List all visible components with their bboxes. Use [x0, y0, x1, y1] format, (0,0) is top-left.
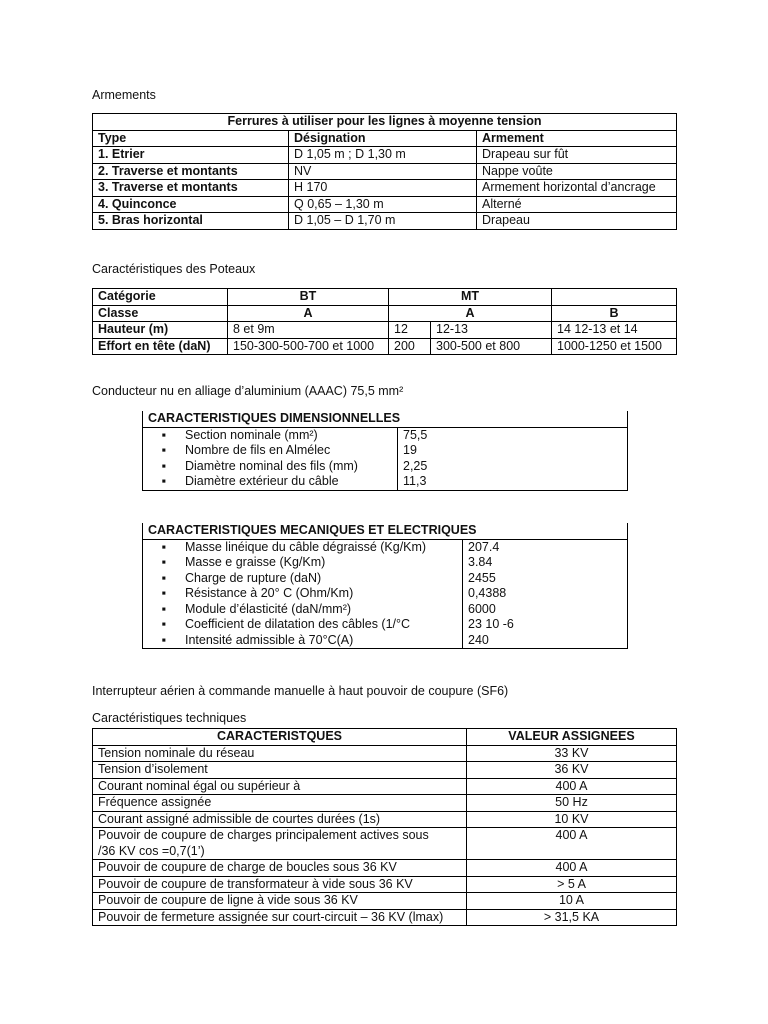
cell-type: 3. Traverse et montants — [93, 180, 289, 197]
dim-value: 75,5 — [398, 427, 628, 443]
cell-armement: Nappe voûte — [477, 163, 677, 180]
list-item — [143, 633, 628, 649]
dim-label: Nombre de fils en Almélec — [185, 443, 331, 457]
table-row — [93, 876, 677, 893]
cell-type: 1. Etrier — [93, 147, 289, 164]
bullet-icon: ▪ — [161, 443, 167, 457]
meca-value: 240 — [463, 633, 628, 649]
cell-armement: Armement horizontal d’ancrage — [477, 180, 677, 197]
dim-table — [142, 411, 628, 491]
meca-label: Module d’élasticité (daN/mm²) — [185, 601, 352, 616]
hauteur-label: Hauteur (m) — [93, 322, 228, 339]
heading-interrupteur: Interrupteur aérien à commande manuelle à haut pouvoir de coupure (SF6) — [92, 684, 509, 698]
tech-value: 400 A — [467, 778, 677, 795]
table-row — [93, 828, 677, 844]
dim-value: 2,25 — [398, 459, 628, 475]
classe-mt-a: A — [389, 305, 552, 322]
tech-value: 10 KV — [467, 811, 677, 828]
meca-value: 6000 — [463, 602, 628, 618]
tech-label: Pouvoir de coupure de charge de boucles sous 36 KV — [93, 860, 467, 877]
meca-value: 3.84 — [463, 555, 628, 571]
dim-label: Diamètre extérieur du câble — [185, 474, 339, 488]
tech-value — [467, 844, 677, 860]
header-designation: Désignation — [289, 130, 477, 147]
meca-label: Résistance à 20° C (Ohm/Km) — [185, 586, 354, 600]
header-valeur: VALEUR ASSIGNEES — [467, 729, 677, 746]
table-row — [93, 196, 677, 213]
cell-armement: Drapeau sur fût — [477, 147, 677, 164]
heading-techniques: Caractéristiques techniques — [92, 711, 247, 725]
list-item — [143, 571, 628, 587]
cell-designation: D 1,05 – D 1,70 m — [289, 213, 477, 230]
effort-b: 1000-1250 et 1500 — [552, 338, 677, 355]
tech-label: Pouvoir de coupure de ligne à vide sous 36 KV — [93, 893, 467, 910]
table-row — [93, 745, 677, 762]
header-armement: Armement — [477, 130, 677, 147]
bullet-icon: ▪ — [161, 539, 167, 554]
header-type: Type — [93, 130, 289, 147]
table-row — [93, 213, 677, 230]
meca-label: Masse linéique du câble dégraissé (Kg/Km) — [185, 539, 427, 554]
dim-value: 11,3 — [398, 474, 628, 490]
classe-label: Classe — [93, 305, 228, 322]
table-row — [93, 163, 677, 180]
meca-label: Masse e graisse (Kg/Km) — [185, 555, 326, 569]
cell-type: 4. Quinconce — [93, 196, 289, 213]
hauteur-b: 14 12-13 et 14 — [552, 322, 677, 339]
bullet-icon: ▪ — [161, 586, 167, 600]
effort-mt1: 200 — [389, 338, 431, 355]
cell-designation: NV — [289, 163, 477, 180]
cell-designation: D 1,05 m ; D 1,30 m — [289, 147, 477, 164]
list-item — [143, 427, 628, 443]
meca-value: 207.4 — [463, 539, 628, 555]
list-item — [143, 474, 628, 490]
list-item — [143, 443, 628, 459]
dim-title: CARACTERISTIQUES DIMENSIONNELLES — [143, 411, 628, 427]
bullet-icon: ▪ — [161, 474, 167, 488]
cell-type: 2. Traverse et montants — [93, 163, 289, 180]
meca-value: 2455 — [463, 571, 628, 587]
tech-value: 10 A — [467, 893, 677, 910]
heading-armements: Armements — [92, 88, 156, 102]
meca-label: Charge de rupture (daN) — [185, 570, 322, 585]
tech-value: 36 KV — [467, 762, 677, 779]
table-row — [93, 811, 677, 828]
poteaux-table — [92, 288, 677, 355]
bullet-icon: ▪ — [161, 617, 167, 631]
tech-label: Courant nominal égal ou supérieur à — [93, 778, 467, 795]
classe-mt-b: B — [552, 305, 677, 322]
tech-label: Pouvoir de coupure de transformateur à vide sous 36 KV — [93, 876, 467, 893]
ferrures-title: Ferrures à utiliser pour les lignes à moyenne tension — [93, 114, 677, 131]
tech-label: Pouvoir de coupure de charges principalement actives sous — [93, 828, 467, 844]
cat-bt: BT — [228, 289, 389, 306]
list-item — [143, 539, 628, 555]
heading-poteaux: Caractéristiques des Poteaux — [92, 262, 256, 276]
table-row — [93, 180, 677, 197]
tech-value: > 5 A — [467, 876, 677, 893]
list-item — [143, 555, 628, 571]
table-row — [93, 844, 677, 860]
tech-value: > 31,5 KA — [467, 909, 677, 926]
tech-value: 50 Hz — [467, 795, 677, 812]
list-item — [143, 602, 628, 618]
hauteur-bt: 8 et 9m — [228, 322, 389, 339]
meca-value: 0,4388 — [463, 586, 628, 602]
tech-label: Pouvoir de fermeture assignée sur court-circuit – 36 KV (lmax) — [93, 909, 467, 926]
cell-armement: Alterné — [477, 196, 677, 213]
table-row — [93, 795, 677, 812]
dim-value: 19 — [398, 443, 628, 459]
list-item — [143, 459, 628, 475]
cat-label: Catégorie — [93, 289, 228, 306]
effort-label: Effort en tête (daN) — [93, 338, 228, 355]
dim-label: Section nominale (mm²) — [185, 427, 318, 442]
meca-value: 23 10 -6 — [463, 617, 628, 633]
tech-value: 33 KV — [467, 745, 677, 762]
table-row — [93, 860, 677, 877]
tech-table — [92, 728, 677, 926]
heading-conducteur: Conducteur nu en alliage d’aluminium (AAAC) 75,5 mm² — [92, 384, 404, 398]
cell-designation: Q 0,65 – 1,30 m — [289, 196, 477, 213]
bullet-icon: ▪ — [161, 570, 167, 585]
table-row — [93, 762, 677, 779]
bullet-icon: ▪ — [161, 632, 167, 647]
meca-title: CARACTERISTIQUES MECANIQUES ET ELECTRIQUES — [143, 523, 628, 539]
bullet-icon: ▪ — [161, 601, 167, 616]
header-caracteristiques: CARACTERISTQUES — [93, 729, 467, 746]
bullet-icon: ▪ — [161, 555, 167, 569]
cell-type: 5. Bras horizontal — [93, 213, 289, 230]
table-row — [93, 893, 677, 910]
tech-value: 400 A — [467, 860, 677, 877]
bullet-icon: ▪ — [161, 458, 167, 473]
tech-label: Tension d’isolement — [93, 762, 467, 779]
tech-value: 400 A — [467, 828, 677, 844]
tech-label: Fréquence assignée — [93, 795, 467, 812]
list-item — [143, 617, 628, 633]
meca-label: Coefficient de dilatation des câbles (1/°C — [185, 617, 411, 631]
tech-label: Courant assigné admissible de courtes durées (1s) — [93, 811, 467, 828]
table-row — [93, 147, 677, 164]
cat-mt: MT — [389, 289, 552, 306]
list-item — [143, 586, 628, 602]
meca-label: Intensité admissible à 70°C(A) — [185, 632, 354, 647]
hauteur-mt2: 12-13 — [431, 322, 552, 339]
hauteur-mt1: 12 — [389, 322, 431, 339]
effort-mt2: 300-500 et 800 — [431, 338, 552, 355]
table-row — [93, 909, 677, 926]
dim-label: Diamètre nominal des fils (mm) — [185, 458, 358, 473]
tech-label: Tension nominale du réseau — [93, 745, 467, 762]
bullet-icon: ▪ — [161, 427, 167, 442]
ferrures-table — [92, 113, 677, 230]
cat-empty — [552, 289, 677, 306]
classe-bt: A — [228, 305, 389, 322]
cell-designation: H 170 — [289, 180, 477, 197]
effort-bt: 150-300-500-700 et 1000 — [228, 338, 389, 355]
tech-label: /36 KV cos =0,7(1’) — [93, 844, 467, 860]
meca-table — [142, 523, 628, 649]
table-row — [93, 778, 677, 795]
cell-armement: Drapeau — [477, 213, 677, 230]
